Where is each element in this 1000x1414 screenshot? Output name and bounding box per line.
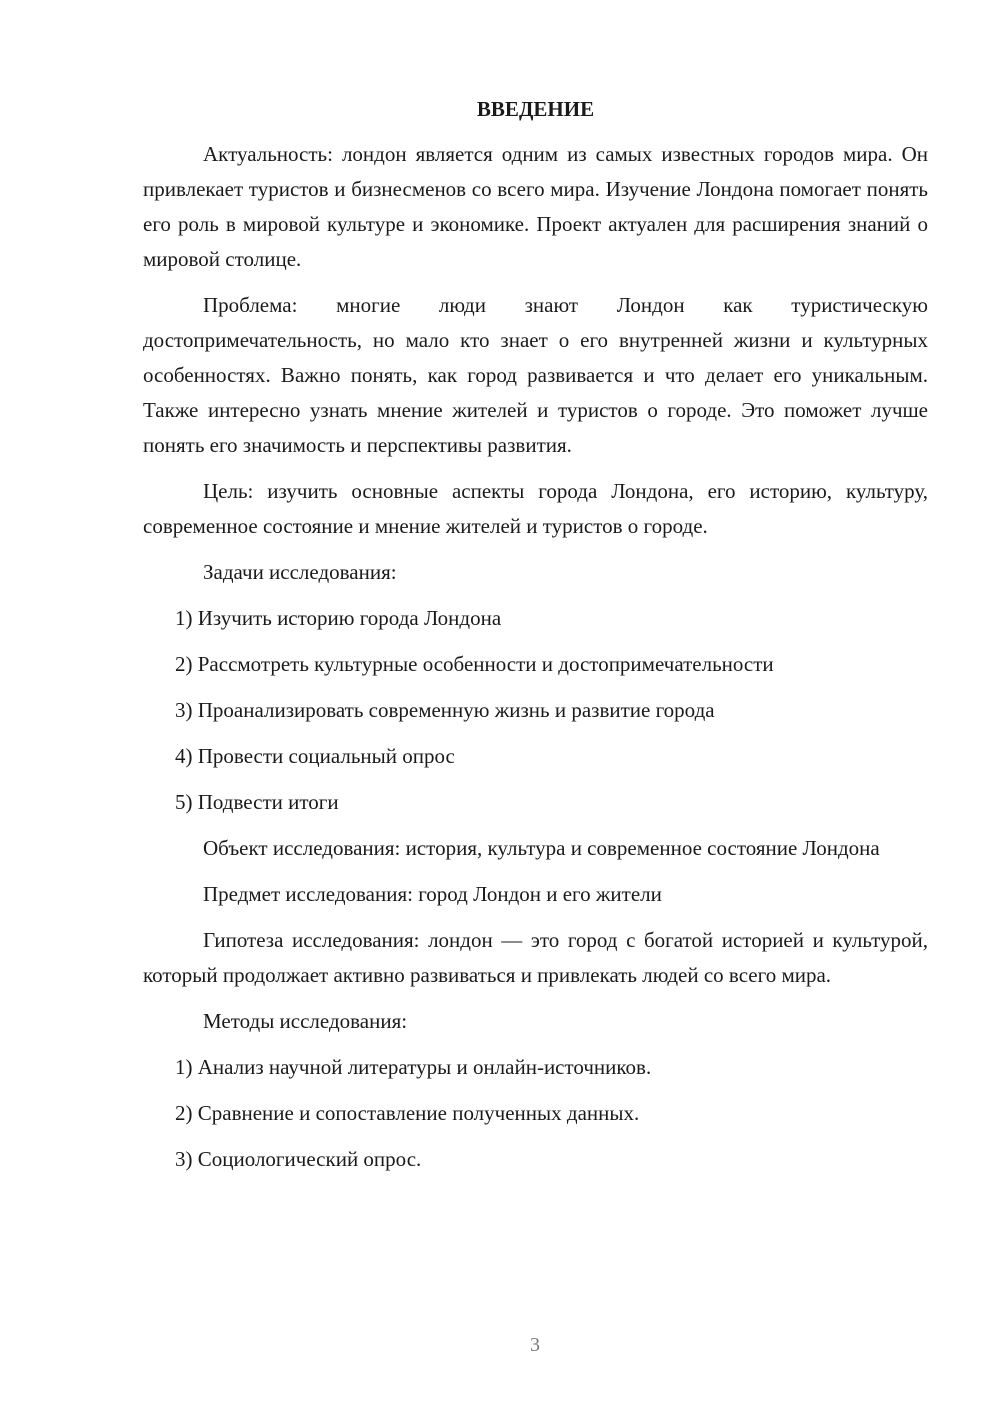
method-item: 2) Сравнение и сопоставление полученных данных. (175, 1101, 640, 1125)
problem-paragraph: Проблема: многие люди знают Лондон как туристическую достопримечательность, но мало кто знает о его внутренней жизни и культурных особенностях. Важно понять, как город развивается и что делает его уникальным. Также интересно узнать мнение жителей и туристов о городе. Это поможет лучше понять его значимость и перспективы развития. (143, 293, 928, 457)
subject-paragraph: Предмет исследования: город Лондон и его жители (203, 882, 662, 906)
task-item: 1) Изучить историю города Лондона (175, 606, 502, 630)
task-item: 5) Подвести итоги (175, 790, 339, 814)
goal-paragraph: Цель: изучить основные аспекты города Лондона, его историю, культуру, современное состояние и мнение жителей и туристов о городе. (143, 479, 928, 538)
methods-heading: Методы исследования: (203, 1009, 408, 1033)
relevance-paragraph: Актуальность: лондон является одним из самых известных городов мира. Он привлекает туристов и бизнесменов со всего мира. Изучение Лондона помогает понять его роль в мировой культуре и экономике. Проект актуален для расширения знаний о мировой столице. (143, 142, 928, 271)
page-content (143, 92, 928, 1188)
section-title: ВВЕДЕНИЕ (476, 97, 595, 121)
task-item: 2) Рассмотреть культурные особенности и достопримечательности (175, 652, 774, 676)
page-number: 3 (530, 1334, 540, 1356)
task-item: 4) Провести социальный опрос (175, 744, 455, 768)
task-item: 3) Проанализировать современную жизнь и развитие города (175, 698, 715, 722)
tasks-heading: Задачи исследования: (203, 560, 397, 584)
method-item: 3) Социологический опрос. (175, 1147, 422, 1171)
object-paragraph: Объект исследования: история, культура и современное состояние Лондона (203, 836, 880, 860)
method-item: 1) Анализ научной литературы и онлайн-источников. (175, 1055, 652, 1079)
hypothesis-paragraph: Гипотеза исследования: лондон — это город с богатой историей и культурой, который продолжает активно развиваться и привлекать людей со всего мира. (143, 928, 928, 987)
